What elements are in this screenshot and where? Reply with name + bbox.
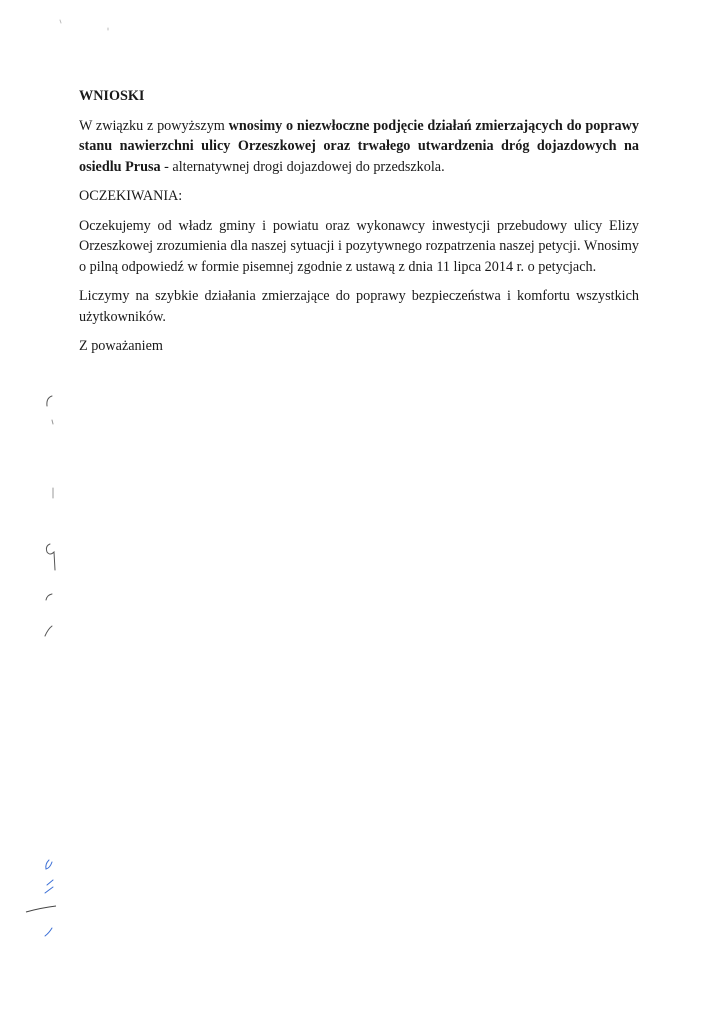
- margin-tick-mark: [45, 626, 52, 636]
- blue-pen-mark: [46, 860, 52, 869]
- blue-pen-mark: [45, 928, 52, 936]
- request-intro: W związku z powyższym: [79, 117, 229, 134]
- safety-paragraph: Liczymy na szybkie działania zmierzające do poprawy bezpieczeństwa i komfortu wszystkich użytkowników.: [79, 288, 639, 325]
- request-rest: - alternatywnej drogi dojazdowej do przedszkola.: [160, 158, 445, 175]
- request-paragraph: [79, 116, 639, 178]
- section-heading: WNIOSKI: [79, 88, 145, 104]
- pen-stroke-mark: [26, 906, 56, 912]
- expectations-paragraph: Oczekujemy od władz gminy i powiatu oraz wykonawcy inwestycji przebudowy ulicy Elizy Orzeszkowej zrozumienia dla naszej sytuacji i pozytywnego rozpatrzenia naszej petycji. Wnosimy o pilną odpowiedź w formie pisemnej zgodnie z ustawą z dnia 11 lipca 2014 r. o petycjach.: [79, 217, 639, 275]
- margin-tick-mark: [52, 420, 53, 424]
- document-body: [79, 86, 639, 366]
- scan-speck-mark: [60, 20, 61, 23]
- request-bold-text: wnosimy o niezwłoczne podjęcie działań zmierzających do poprawy stanu nawierzchni ulicy Orzeszkowej oraz trwałego utwardzenia dróg dojazdowych na osiedlu Prusa: [79, 117, 639, 175]
- closing-salutation: Z poważaniem: [79, 338, 163, 354]
- margin-tick-mark: [46, 544, 55, 570]
- expectations-heading: OCZEKIWANIA:: [79, 188, 183, 204]
- margin-tick-mark: [46, 594, 52, 600]
- margin-tick-mark: [47, 396, 52, 406]
- blue-pen-mark: [45, 880, 53, 893]
